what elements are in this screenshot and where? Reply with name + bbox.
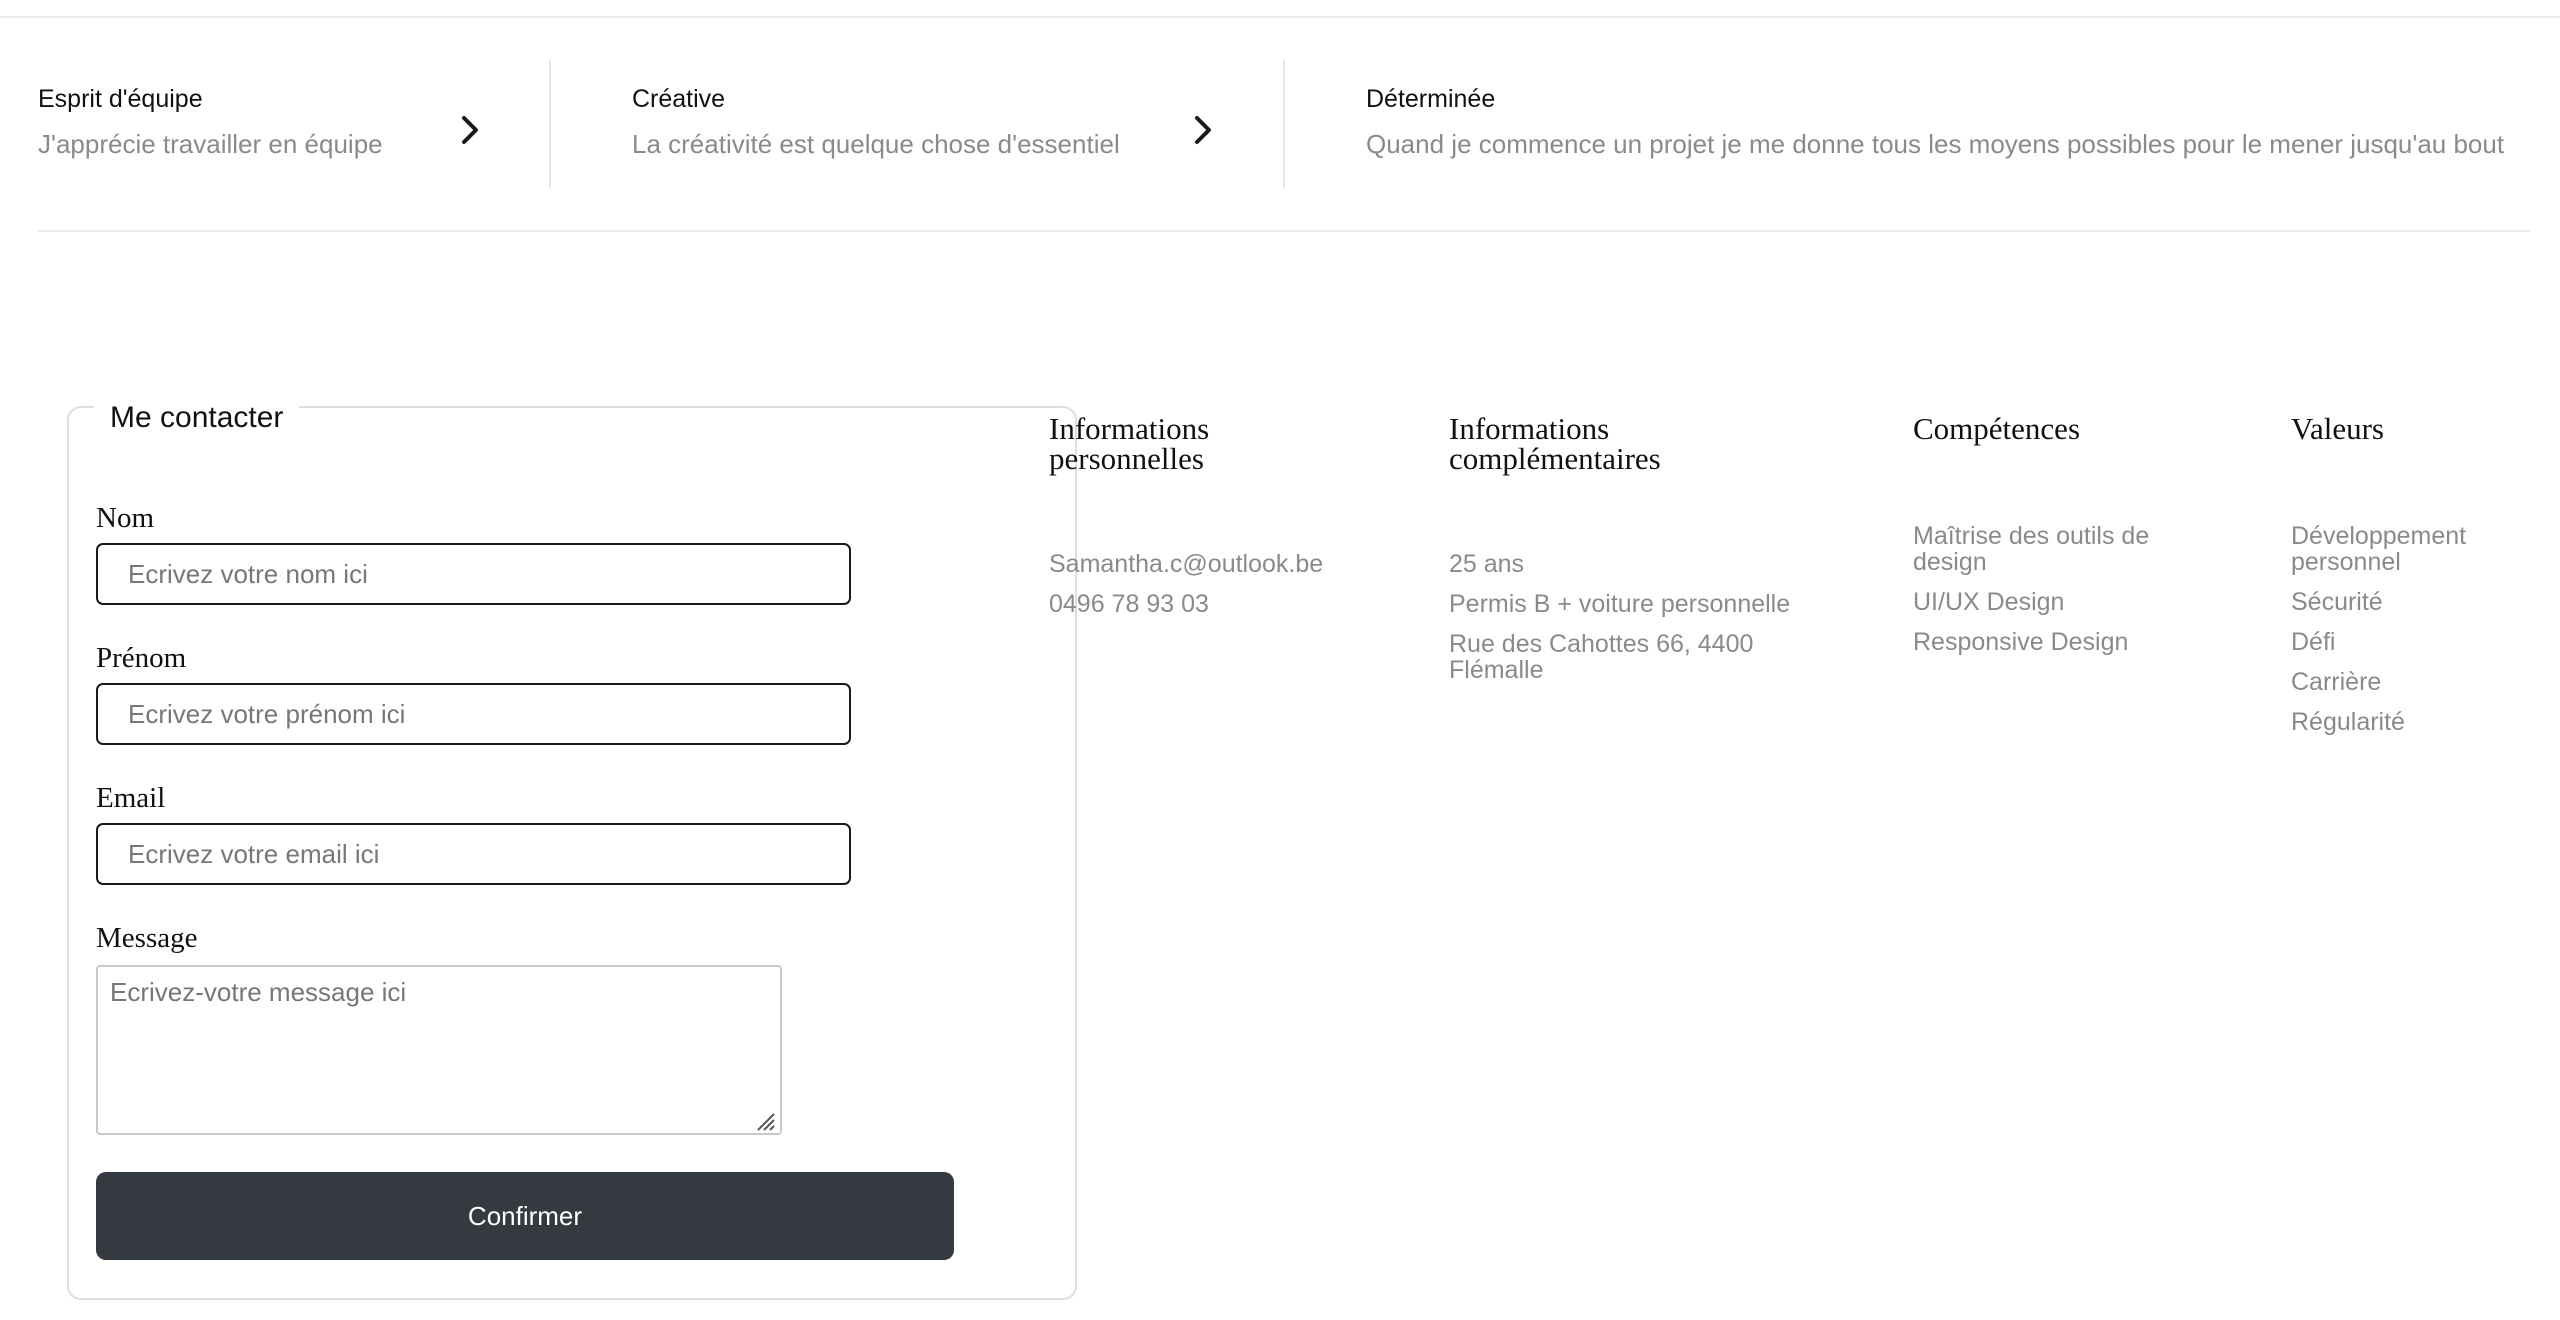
chevron-right-icon[interactable] [455,110,485,150]
heading-line: personnelles [1049,441,1204,476]
firstname-label: Prénom [96,642,187,674]
info-age: 25 ans [1449,550,1525,578]
info-skills-heading: Compétences [1913,411,2081,446]
heading-line: complémentaires [1449,441,1661,476]
feature-description: J'apprécie travailler en équipe [38,129,383,159]
chevron-right-icon[interactable] [1188,110,1218,150]
list-item: Sécurité [2291,588,2383,616]
feature-title: Déterminée [1366,85,1496,113]
info-skills-list [1913,523,2213,669]
confirm-button[interactable]: Confirmer [96,1172,954,1260]
message-textarea[interactable] [96,965,782,1135]
info-license: Permis B + voiture personnelle [1449,590,1791,618]
info-personal-heading [1049,411,1210,476]
list-item: Régularité [2291,708,2405,736]
contact-legend: Me contacter [94,398,299,438]
feature-divider [1283,60,1285,188]
firstname-input[interactable] [96,683,851,745]
features-divider [38,230,2530,232]
top-divider [0,16,2560,18]
name-label: Nom [96,502,154,534]
info-extra-heading [1449,411,1661,476]
list-item: Carrière [2291,668,2382,696]
feature-title: Esprit d'équipe [38,85,203,113]
feature-description: La créativité est quelque chose d'essentiel [632,129,1120,159]
info-address: Rue des Cahottes 66, 4400 Flémalle [1449,630,1754,684]
feature-team-spirit [38,84,383,160]
list-item: UI/UX Design [1913,588,2065,616]
feature-divider [549,60,551,188]
heading-line: Informations [1049,411,1210,446]
info-values-list [2291,523,2531,749]
resize-handle-icon[interactable] [754,1110,776,1132]
feature-title: Créative [632,85,726,113]
heading-line: Informations [1449,411,1610,446]
feature-determined [1366,84,2504,160]
name-input[interactable] [96,543,851,605]
list-item: Maîtrise des outils de design [1913,522,2150,576]
email-label: Email [96,782,166,814]
list-item: Défi [2291,628,2336,656]
message-label: Message [96,922,198,954]
info-email: Samantha.c@outlook.be [1049,550,1324,578]
info-phone: 0496 78 93 03 [1049,590,1209,618]
list-item: Développement personnel [2291,522,2467,576]
info-personal-list [1049,551,1323,631]
list-item: Responsive Design [1913,628,2129,656]
info-values-heading: Valeurs [2291,411,2384,446]
info-extra-list [1449,551,1819,697]
feature-description: Quand je commence un projet je me donne tous les moyens possibles pour le mener jusqu'au bout [1366,129,2505,159]
feature-creative [632,84,1120,160]
email-input[interactable] [96,823,851,885]
